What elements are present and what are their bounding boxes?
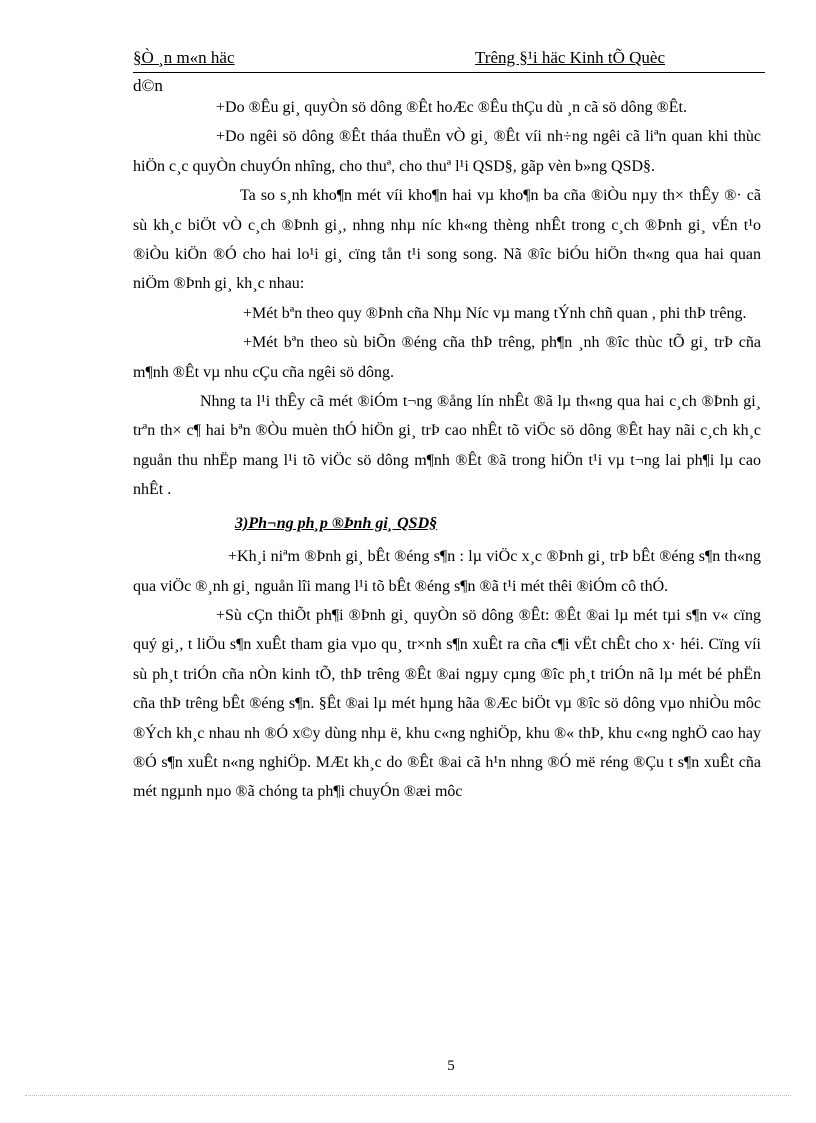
paragraph: +Sù cÇn thiÕt ph¶i ®Þnh gi¸ quyÒn sö dông ®Êt: ®Êt ®ai lµ mét tµi s¶n v« cïng quý gi¸, t liÖu s¶n xuÊt tham gia vµo qu¸ tr×nh s¶n xuÊt ra cña c¶i vËt chÊt cho x· héi. Cïng víi sù ph¸t triÓn cña nÒn kinh tÕ, thÞ trêng ®Êt ®ai ngµy cµng ®îc ph¸t triÓn nã lµ mét bé phËn cña thÞ trêng bÊt ®éng s¶n. §Êt ®ai lµ mét hµng hãa ®Æc biÖt vµ ®îc sö dông vµo nhiÒu môc ®Ých kh¸c nhau nh ®Ó x©y dùng nhµ ë, khu c«ng nghiÖp, khu ®« thÞ, khu c«ng nghÖ cao hay ®Ó s¶n xuÊt n«ng nghiÖp. MÆt kh¸c do ®Êt ®ai cã h¹n nhng ®Ó më réng ®Çu t s¶n xuÊt cña mét ngµnh nµo ®ã chóng ta ph¶i chuyÓn ®æi môc	[133, 606, 761, 801]
paragraph: +Kh¸i niªm ®Þnh gi¸ bÊt ®éng s¶n : lµ viÖc x¸c ®Þnh gi¸ trÞ bÊt ®éng s¶n th«ng qua viÖc ®¸nh gi¸ nguån lîi mang l¹i tõ bÊt ®éng s¶n ®ã t¹i mét thêi ®iÓm cô thÓ.	[133, 548, 761, 595]
header-continuation: d©n	[133, 76, 163, 95]
page-header	[133, 48, 765, 73]
page-bottom-rule	[25, 1095, 791, 1096]
document-body	[133, 93, 761, 807]
header-left-title: §Ò ¸n m«n häc	[133, 48, 235, 67]
paragraph: Ta so s¸nh kho¶n mét víi kho¶n hai vµ kho¶n ba cña ®iÒu nµy th× thÊy ®· cã sù kh¸c biÖt vÒ c¸ch ®Þnh gi¸, nhng nhµ níc kh«ng thèng nhÊt trong c¸ch ®Þnh gi¸ vÉn t¹o ®iÒu kiÖn ®Ó cho hai lo¹i gi¸ cïng tån t¹i song song. Nã ®îc biÓu hiÖn th«ng qua hai quan niÖm ®Þnh gi¸ kh¸c nhau:	[133, 187, 761, 293]
paragraph: +Do ngêi sö dông ®Êt tháa thuËn vÒ gi¸ ®Êt víi nh÷ng ngêi cã liªn quan khi thùc hiÖn c¸c quyÒn chuyÓn nhîng, cho thuª, cho thuª l¹i QSD§, gãp vèn b»ng QSD§.	[133, 128, 761, 175]
paragraph: +Mét bªn theo quy ®Þnh cña Nhµ Níc vµ mang tÝnh chñ quan , phi thÞ trêng.	[243, 304, 747, 322]
paragraph: Nhng ta l¹i thÊy cã mét ®iÓm t¬ng ®ång lín nhÊt ®ã lµ th«ng qua hai c¸ch ®Þnh gi¸ trªn th× c¶ hai bªn ®Òu muèn thÓ hiÖn gi¸ trÞ cao nhÊt tõ viÖc sö dông ®Êt hay nãi c¸ch kh¸c nguån thu nhËp mang l¹i tõ viÖc sö dông m¶nh ®Êt ®ã trong hiÖn t¹i vµ t¬ng lai ph¶i lµ cao nhÊt .	[133, 393, 761, 499]
paragraph: +Do ®Êu gi¸ quyÒn sö dông ®Êt hoÆc ®Êu thÇu dù ¸n cã sö dông ®Êt.	[216, 99, 687, 116]
paragraph: +Mét bªn theo sù biÕn ®éng cña thÞ trêng, ph¶n ¸nh ®îc thùc tÕ gi¸ trÞ cña m¶nh ®Êt vµ nhu cÇu cña ngêi sö dông.	[133, 334, 761, 381]
header-right-title: Trêng §¹i häc Kinh tÕ Quèc	[475, 48, 666, 67]
page-number: 5	[447, 1058, 455, 1074]
section-heading: 3)Ph¬ng ph¸p ®Þnh gi¸ QSD§	[235, 514, 438, 532]
